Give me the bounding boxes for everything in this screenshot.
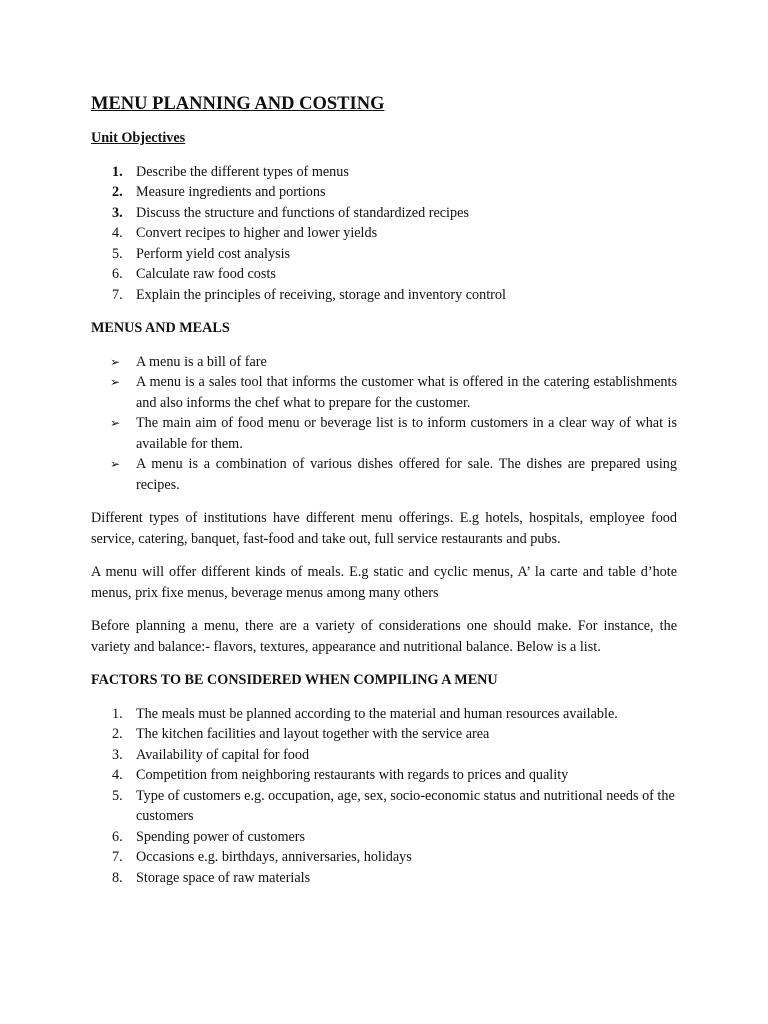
list-item: 4. Convert recipes to higher and lower yields (112, 225, 378, 241)
list-item: 4. Competition from neighboring restaurants with regards to prices and quality (112, 767, 569, 783)
objectives-list (91, 162, 677, 306)
list-item: 6. Spending power of customers (112, 828, 306, 845)
list-item: ➢ A menu is a combination of various dishes offered for sale. The dishes are prepared using recipes. (110, 456, 677, 493)
list-item: 2. The kitchen facilities and layout together with the service area (112, 726, 490, 742)
list-item: 5. Type of customers e.g. occupation, age, sex, socio-economic status and nutritional needs of the customers (112, 787, 675, 824)
factors-list (91, 704, 677, 889)
document-title: MENU PLANNING AND COSTING (91, 94, 385, 114)
list-item: ➢ The main aim of food menu or beverage list is to inform customers in a clear way of what is available for them. (110, 415, 677, 452)
list-item: 5. Perform yield cost analysis (112, 245, 291, 262)
document-page (91, 92, 677, 901)
list-item: 3. Discuss the structure and functions of standardized recipes (112, 204, 469, 221)
institutions-paragraph: Different types of institutions have different menu offerings. E.g hotels, hospitals, employee food service, catering, banquet, fast-food and take out, full service restaurants and pubs. (91, 510, 677, 547)
arrow-bullet-icon: ➢ (110, 354, 121, 369)
list-item: 2. Measure ingredients and portions (112, 184, 326, 200)
list-item: 6. Calculate raw food costs (112, 266, 276, 282)
menu-definition-bullets (91, 352, 677, 496)
list-item: 7. Explain the principles of receiving, storage and inventory control (112, 286, 506, 303)
arrow-bullet-icon: ➢ (110, 457, 121, 471)
list-item: 1. Describe the different types of menus (112, 163, 349, 180)
list-item: 3. Availability of capital for food (112, 746, 310, 763)
list-item: 7. Occasions e.g. birthdays, anniversaries, holidays (112, 849, 412, 865)
list-item: 1. The meals must be planned according to the material and human resources available. (112, 705, 618, 722)
list-item: ➢ A menu is a bill of fare (91, 352, 677, 373)
list-item: 8. Storage space of raw materials (112, 869, 311, 886)
planning-considerations-paragraph: Before planning a menu, there are a variety of considerations one should make. For instance, the variety and balance:- flavors, textures, appearance and nutritional balance. Below is a list. (91, 618, 677, 655)
meal-kinds-paragraph: A menu will offer different kinds of meals. E.g static and cyclic menus, A’ la carte and table d’hote menus, prix fixe menus, beverage menus among many others (91, 564, 677, 601)
arrow-bullet-icon: ➢ (110, 416, 121, 430)
arrow-bullet-icon: ➢ (110, 375, 121, 389)
menus-and-meals-heading: MENUS AND MEALS (91, 320, 230, 336)
unit-objectives-heading: Unit Objectives (91, 130, 186, 146)
factors-heading: FACTORS TO BE CONSIDERED WHEN COMPILING A MENU (91, 672, 498, 688)
list-item: ➢ A menu is a sales tool that informs the customer what is offered in the catering establishments and also informs the chef what to prepare for the customer. (110, 374, 677, 411)
